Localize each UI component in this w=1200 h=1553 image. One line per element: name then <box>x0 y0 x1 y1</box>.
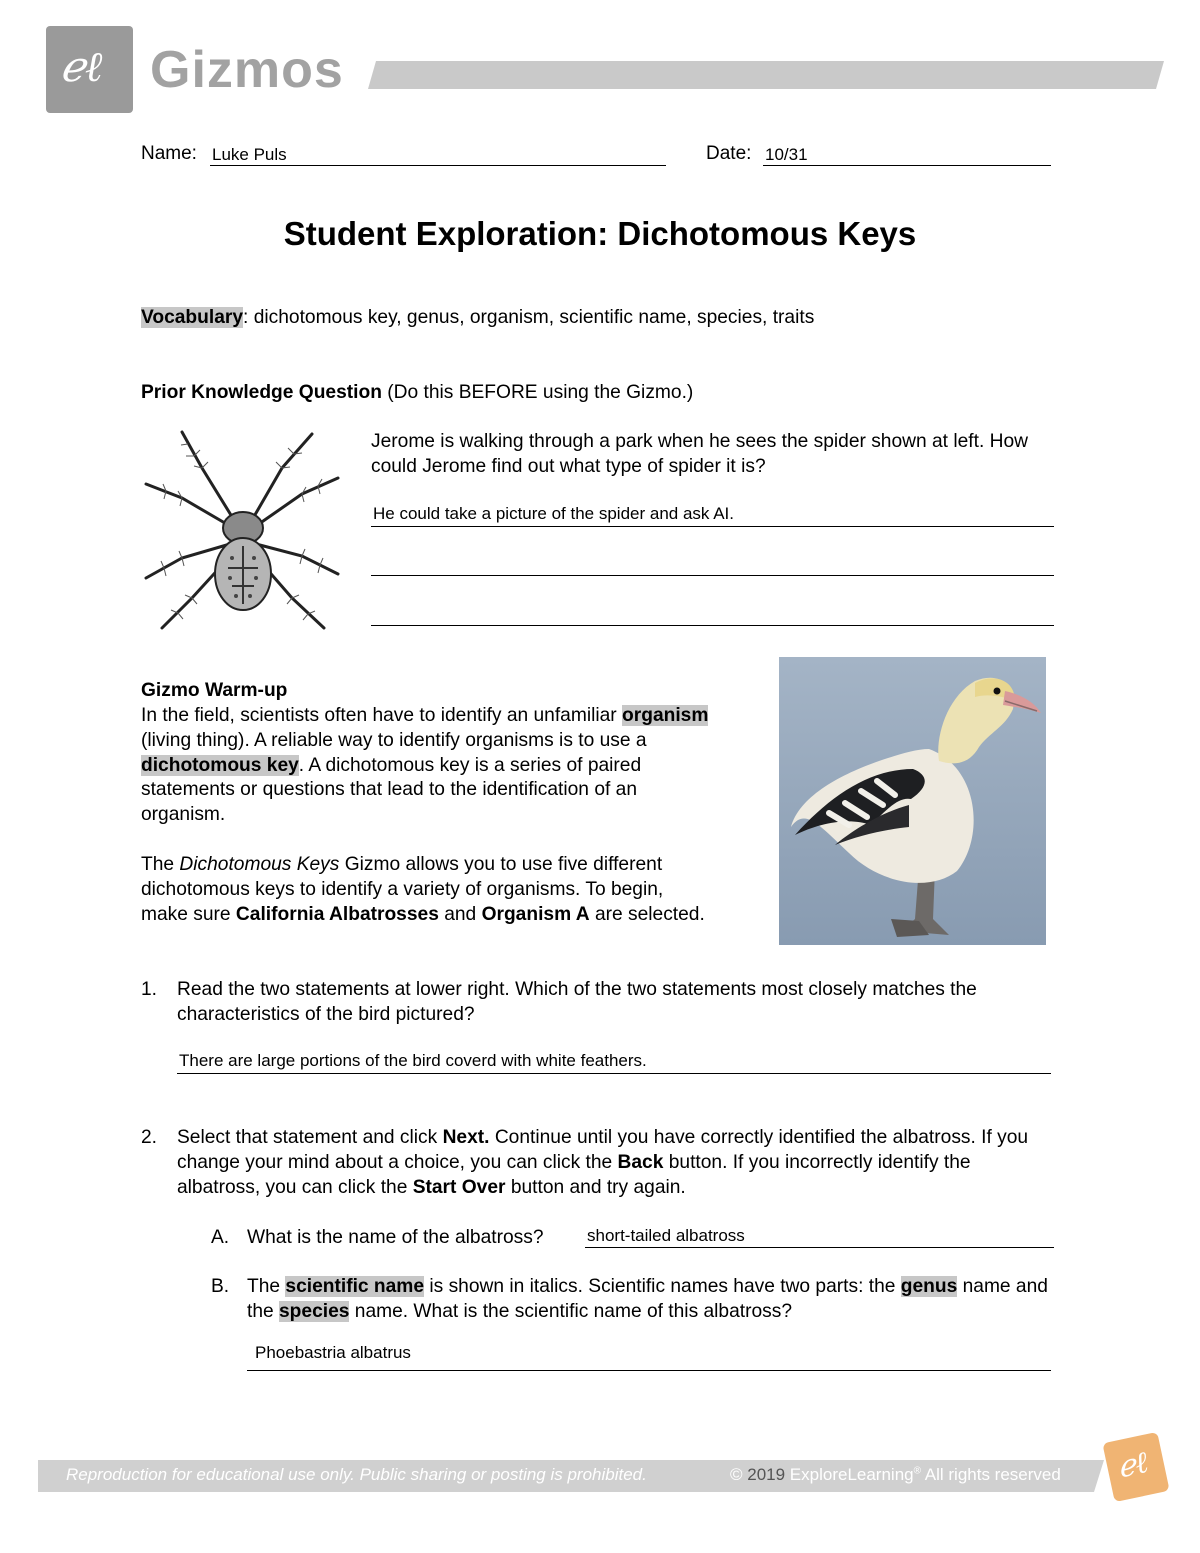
rights-reserved: All rights reserved <box>920 1465 1061 1484</box>
gizmo-name: Dichotomous Keys <box>179 854 340 875</box>
question-2-segment: Select that statement and click <box>177 1127 443 1148</box>
date-field[interactable] <box>763 143 1051 166</box>
registered-mark: ® <box>913 1465 921 1477</box>
question-2b-text <box>247 1275 1057 1325</box>
warmup-heading: Gizmo Warm-up <box>141 680 288 701</box>
question-2-segment: button and try again. <box>505 1176 686 1198</box>
explorelearning-logo <box>46 26 133 113</box>
warmup-paragraph-1 <box>141 704 721 828</box>
logo-text: ℯℓ <box>60 42 103 91</box>
spider-illustration <box>142 428 344 632</box>
term-organism: organism <box>622 705 709 726</box>
question-2b-segment: is shown in italics. Scientific names have two parts: the <box>424 1276 901 1297</box>
vocabulary-label: Vocabulary <box>141 307 244 328</box>
question-2a-letter: A. <box>211 1227 230 1248</box>
copyright-year: 2019 <box>747 1465 786 1484</box>
prior-knowledge-heading <box>141 381 693 406</box>
prior-knowledge-title: Prior Knowledge Question <box>141 382 382 403</box>
term-scientific-name: scientific name <box>285 1276 425 1297</box>
start-over-button-ref: Start Over <box>412 1176 506 1198</box>
date-value: 10/31 <box>765 145 808 164</box>
prior-knowledge-question: Jerome is walking through a park when he sees the spider shown at left. How could Jerome find out what type of spider it is? <box>371 431 1028 477</box>
prior-answer-line-2[interactable] <box>371 553 1054 576</box>
question-2b-segment: name and the <box>247 1276 1048 1322</box>
footer-copyright <box>730 1465 1061 1485</box>
warmup-text: and <box>438 903 482 925</box>
vocabulary-terms: : dichotomous key, genus, organism, scientific name, species, traits <box>243 307 815 328</box>
copyright-symbol: © <box>730 1465 748 1484</box>
name-field[interactable] <box>210 143 666 166</box>
warmup-text: (living thing). A reliable way to identify organisms is to use a <box>141 729 647 751</box>
next-button-ref: Next. <box>442 1127 490 1148</box>
question-2b-segment: name. What is the scientific name of this albatross? <box>349 1300 793 1322</box>
warmup-text: Gizmo allows you to use five different dichotomous keys to identify a variety of organisms. To begin, make sure <box>141 854 664 925</box>
question-2-segment: button. If you incorrectly identify the albatross, you can click the <box>177 1151 971 1198</box>
question-2b-letter: B. <box>211 1276 230 1297</box>
date-label: Date: <box>706 143 752 164</box>
header-bar <box>368 61 1164 89</box>
term-genus: genus <box>900 1276 958 1297</box>
question-2a-answer: short-tailed albatross <box>587 1226 745 1245</box>
footer-disclaimer: Reproduction for educational use only. Public sharing or posting is prohibited. <box>66 1465 647 1484</box>
question-1-number: 1. <box>141 979 158 1000</box>
warmup-text: . A dichotomous key is a series of paired statements or questions that lead to the identification of an organism. <box>141 754 642 826</box>
warmup-text: The <box>141 854 180 875</box>
brand-title: Gizmos <box>150 41 344 99</box>
question-2b-answer-field[interactable] <box>247 1343 1051 1371</box>
vocabulary-line <box>141 306 814 331</box>
term-dichotomous-key: dichotomous key <box>141 754 299 776</box>
page-title: Student Exploration: Dichotomous Keys <box>283 215 917 252</box>
question-2-text <box>177 1126 1057 1200</box>
question-2-segment: Continue until you have correctly identified the albatross. If you change your mind about a choice, you can click the <box>177 1127 1029 1173</box>
question-1-answer: There are large portions of the bird coverd with white feathers. <box>179 1051 647 1070</box>
question-1-text: Read the two statements at lower right. Which of the two statements most closely matches the characteristics of the bird pictured? <box>177 979 977 1025</box>
prior-answer-text: He could take a picture of the spider and ask AI. <box>373 504 734 523</box>
question-1-answer-field[interactable] <box>177 1051 1051 1074</box>
copyright-owner: ExploreLearning <box>785 1465 914 1484</box>
prior-answer-line-1[interactable] <box>371 504 1054 527</box>
organism-a: Organism A <box>481 903 590 925</box>
footer-logo <box>1102 1432 1169 1502</box>
question-2a-text: What is the name of the albatross? <box>247 1227 544 1248</box>
warmup-paragraph-2 <box>141 853 711 927</box>
albatross-illustration <box>779 657 1046 945</box>
term-species: species <box>279 1300 350 1322</box>
question-2b-segment: The <box>247 1276 286 1297</box>
warmup-text: are selected. <box>589 903 705 925</box>
prior-knowledge-note: (Do this BEFORE using the Gizmo.) <box>381 382 694 403</box>
footer-logo-text: ℯℓ <box>1114 1444 1152 1486</box>
california-albatrosses: California Albatrosses <box>235 903 439 925</box>
back-button-ref: Back <box>617 1151 664 1173</box>
warmup-text: In the field, scientists often have to identify an unfamiliar <box>141 705 623 726</box>
name-value: Luke Puls <box>212 145 287 164</box>
question-2-number: 2. <box>141 1127 158 1148</box>
question-2b-answer: Phoebastria albatrus <box>255 1343 411 1362</box>
name-label: Name: <box>141 143 197 164</box>
question-2a-answer-field[interactable] <box>585 1226 1054 1248</box>
prior-answer-line-3[interactable] <box>371 603 1054 626</box>
